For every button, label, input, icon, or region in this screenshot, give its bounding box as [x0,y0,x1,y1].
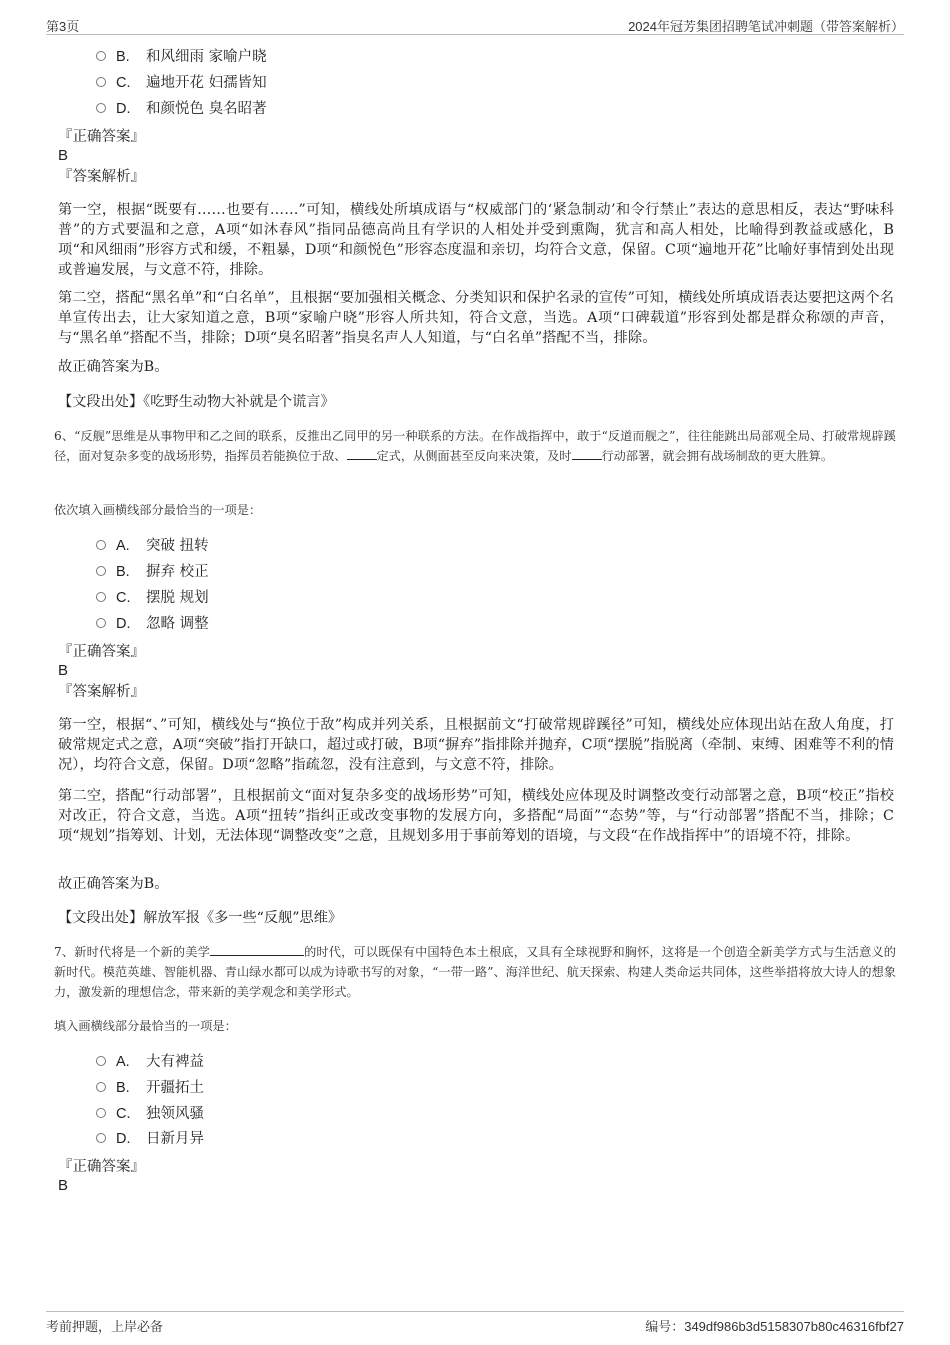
page-header [46,14,904,35]
q6-answer-label: 『正确答案』 [58,644,145,660]
q6-analysis-paragraph-1: 第一空，根据“、”可知，横线处与“换位于敌”构成并列关系，且根据前文“打破常规辟蹊径”可知，横线处应体现出站在敌人角度，打破常规定式之意，A项“突破”指打开缺口，超过或打破，B项“摒弃”指排除并抛弃，C项“摆脱”指脱离（牵制、束缚、困难等不利的情况），均符合文意，保留。D项“忽略”指疏忽，没有注意到，与文意不符，排除。 [58,717,894,773]
q6-option-d[interactable]: D. 忽略 调整 [96,613,209,635]
document-code: 编号：349df986b3d5158307b80c46316fbf27 [645,1319,904,1334]
document-title: 2024年冠芳集团招聘笔试冲刺题（带答案解析） [628,19,904,34]
q6-conclusion: 故正确答案为B。 [58,876,169,892]
radio-icon[interactable] [96,566,106,576]
radio-icon[interactable] [96,1133,106,1143]
q7-answer-label: 『正确答案』 [58,1159,145,1175]
q7-option-c[interactable]: C. 独领风骚 [96,1103,204,1125]
blank-1 [347,447,377,460]
q5-source: 【文段出处】《吃野生动物大补就是个谎言》 [58,394,335,410]
q5-option-d[interactable]: D. 和颜悦色 臭名昭著 [96,98,267,120]
q6-analysis-paragraph-2: 第二空，搭配“行动部署”，且根据前文“面对复杂多变的战场形势”可知，横线处应体现及时调整改变行动部署之意，B项“校正”指校对改正，符合文意，当选。A项“扭转”指纠正或改变事物的发展方向，多搭配“局面”“态势”等，与“行动部署”搭配不当，排除；C项“规划”指筹划、计划，无法体现“调整改变”之意，且规划多用于事前筹划的语境，与文段“在作战指挥中”的语境不符，排除。 [58,788,894,844]
page-footer [46,1311,904,1336]
q7-question-text: 7、新时代将是一个新的美学 的时代，可以既保有中国特色本土根底，又具有全球视野和胸怀，这将是一个创造全新美学方式与生活意义的新时代。模范英雄、智能机器、青山绿水都可以成为诗歌书写的对象，“一带一路”、海洋世纪、航天探索、构建人类命运共同体，这些举措将放大诗人的想象力，激发新的理想信念，带来新的美学观念和美学形式。 [54,945,896,999]
q6-analysis-label: 『答案解析』 [58,684,145,700]
q7-answer: B [58,1177,69,1194]
q5-option-b[interactable]: B. 和风细雨 家喻户晓 [96,46,267,68]
radio-icon[interactable] [96,1108,106,1118]
footer-slogan: 考前押题，上岸必备 [46,1319,164,1334]
radio-icon[interactable] [96,51,106,61]
q6-source: 【文段出处】解放军报《多一些“反舰”思维》 [58,910,343,926]
q6-option-c[interactable]: C. 摆脱 规划 [96,587,209,609]
radio-icon[interactable] [96,592,106,602]
q6-answer: B [58,662,69,679]
q5-analysis-paragraph-2: 第二空，搭配“黑名单”和“白名单”，且根据“要加强相关概念、分类知识和保护名录的宣传”可知，横线处所填成语表达要把这两个名单宣传出去，让大家知道之意，B项“家喻户晓”形容人所共知，符合文意，当选。A项“口碑载道”形容到处都是群众称颂的声音，与“黑名单”搭配不当，排除；D项“臭名昭著”指臭名声人人知道，与“白名单”搭配不当，排除。 [58,290,894,346]
q6-prompt: 依次填入画横线部分最恰当的一项是： [54,503,262,517]
q5-answer-label: 『正确答案』 [58,129,145,145]
radio-icon[interactable] [96,103,106,113]
q7-option-a[interactable]: A. 大有裨益 [96,1051,204,1073]
q7-option-b[interactable]: B. 开疆拓土 [96,1077,204,1099]
q5-analysis-label: 『答案解析』 [58,169,145,185]
q6-option-b[interactable]: B. 摒弃 校正 [96,561,209,583]
q6-question-text: 6、“反舰”思维是从事物甲和乙之间的联系，反推出乙同甲的另一种联系的方法。在作战指挥中，敢于“反道而舰之”，往往能跳出局部观全局、打破常规辟蹊径，面对复杂多变的战场形势，指挥员若能换位于敌、 定式，从侧面甚至反向来决策，及时 行动部署，就会拥有战场制敌的更大胜算。 [54,429,896,463]
radio-icon[interactable] [96,540,106,550]
blank-2 [572,447,602,460]
q5-option-c[interactable]: C. 遍地开花 妇孺皆知 [96,72,267,94]
q7-option-d[interactable]: D. 日新月异 [96,1128,204,1150]
radio-icon[interactable] [96,1082,106,1092]
radio-icon[interactable] [96,77,106,87]
q5-conclusion: 故正确答案为B。 [58,359,169,375]
q5-analysis-paragraph-1: 第一空，根据“既要有……也要有……”可知，横线处所填成语与“权威部门的‘紧急制动’和令行禁止”表达的意思相反，表达“野味科普”的方式要温和之意，A项“如沐春风”指同品德高尚且有学识的人相处并受到熏陶，犹言和高人相处，比喻得到教益或感化，B项“和风细雨”形容方式和缓，不粗暴，D项“和颜悦色”形容态度温和亲切，均符合文意，保留。C项“遍地开花”比喻好事情到处出现或普遍发展，与文意不符，排除。 [58,202,894,278]
page-number: 第3页 [46,19,80,34]
blank-1 [210,943,304,956]
q7-prompt: 填入画横线部分最恰当的一项是： [54,1019,237,1033]
radio-icon[interactable] [96,1056,106,1066]
q6-option-a[interactable]: A. 突破 扭转 [96,535,209,557]
radio-icon[interactable] [96,618,106,628]
q5-answer: B [58,147,69,164]
